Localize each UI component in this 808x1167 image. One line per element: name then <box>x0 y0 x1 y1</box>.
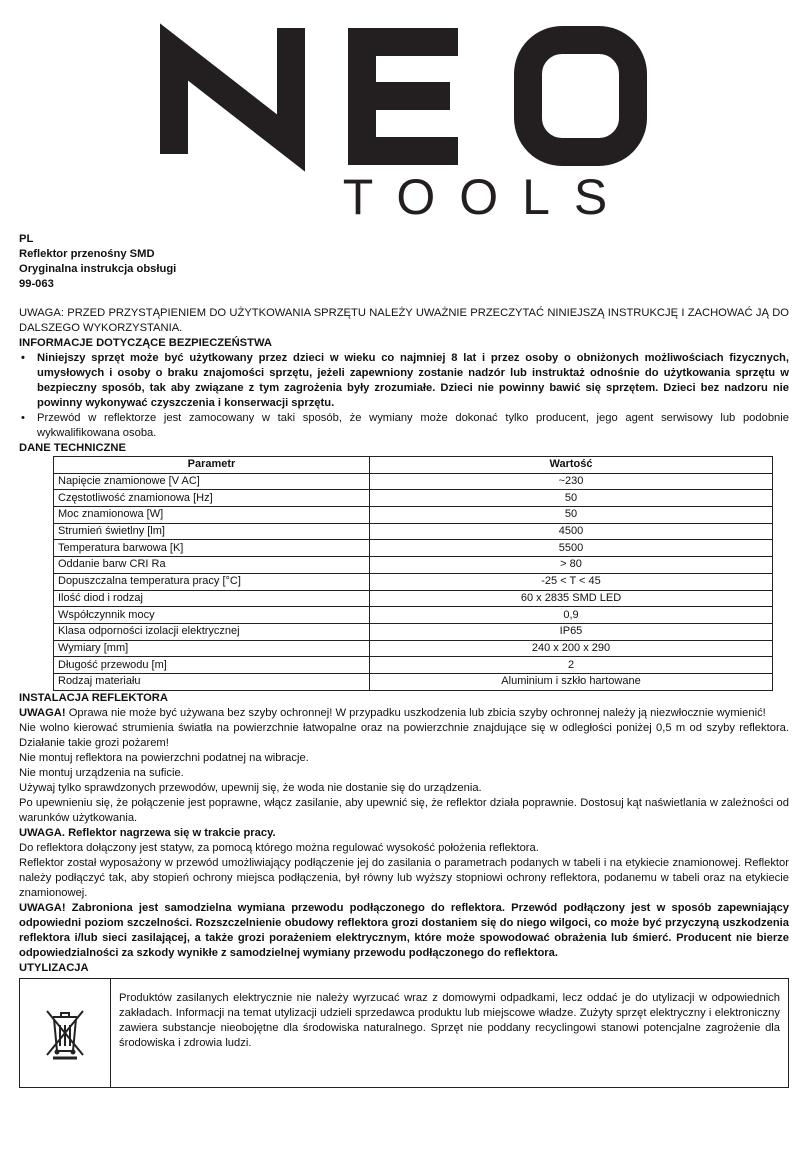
install-warning-2: UWAGA. Reflektor nagrzewa się w trakcie pracy. <box>19 826 276 839</box>
neo-tools-logo <box>0 0 808 230</box>
spec-value: 0,9 <box>370 607 773 624</box>
disposal-text: Produktów zasilanych elektrycznie nie należy wyrzucać wraz z domowymi odpadkami, lecz oddać je do utylizacji w odpowiednich zakładach. Informacji na temat utylizacji udzieli sprzedawca produktu lub miejscowe władze. Zużyty sprzęt elektryczny i elektroniczny zawiera substancje nieobojętne dla środowiska naturalnego. Sprzęt nie poddany recyclingowi stanowi potencjalne zagrożenie dla środowiska i zdrowia ludzi. <box>119 991 780 1049</box>
spec-value: > 80 <box>370 557 773 574</box>
table-row <box>54 473 773 490</box>
safety-item: • Niniejszy sprzęt może być użytkowany przez dzieci w wieku co najmniej 8 lat i przez osoby o obniżonych możliwościach fizycznych, umysłowych i osoby o braku znajomości sprzętu, jeżeli zapewniony zostanie nadzór lub instruktaż odnośnie do użytkowania sprzętu w bezpieczny sposób, tak aby związane z tym zagrożenia były zrozumiałe. Dzieci nie powinny bawić się sprzętem. Dzieci bez nadzoru nie powinny wykonywać czyszczenia i konserwacji sprzętu. <box>19 351 789 411</box>
table-row <box>54 507 773 524</box>
spec-value: ~230 <box>370 473 773 490</box>
spec-value: Aluminium i szkło hartowane <box>370 673 773 690</box>
spec-table <box>53 456 773 691</box>
install-paragraph: Używaj tylko sprawdzonych przewodów, upewnij się, że woda nie dostanie się do urządzenia. <box>19 781 482 794</box>
document-header <box>19 232 789 292</box>
spec-param: Temperatura barwowa [K] <box>54 540 370 557</box>
table-row <box>54 607 773 624</box>
install-paragraph: Nie wolno kierować strumienia światła na powierzchnie łatwopalne oraz na powierzchnie znajdujące się w odległości poniżej 0,5 m od szyby reflektora. Działanie takie grozi pożarem! <box>19 721 789 749</box>
spec-value: IP65 <box>370 623 773 640</box>
spec-value: 50 <box>370 507 773 524</box>
safety-item: • Przewód w reflektorze jest zamocowany w taki sposób, że wymiany może dokonać tylko producent, jego agent serwisowy lub podobnie wykwalifikowana osoba. <box>19 411 789 441</box>
install-warning-3: UWAGA! Zabroniona jest samodzielna wymiana przewodu podłączonego do reflektora. Przewód podłączony jest w sposób zapewniający odpowiedni poziom szczelności. Rozszczelnienie obudowy reflektora grozi dostaniem się do niego wilgoci, co może być przyczyną uszkodzenia reflektora i/lub sieci zasilającej, a także grozi porażeniem elektrycznym, które może spowodować obrażenia lub śmierć. Producent nie bierze odpowiedzialności za szkody wynikłe z samodzielnej wymiany przewodu podłączonego do reflektora. <box>19 901 789 959</box>
spec-param: Napięcie znamionowe [V AC] <box>54 473 370 490</box>
spec-param: Współczynnik mocy <box>54 607 370 624</box>
disposal-title: UTYLIZACJA <box>19 961 89 974</box>
document-body <box>19 232 789 1088</box>
safety-list <box>19 351 789 441</box>
model-number: 99-063 <box>19 278 54 290</box>
install-paragraph: Nie montuj reflektora na powierzchni podatnej na wibracje. <box>19 751 309 764</box>
spec-value: 60 x 2835 SMD LED <box>370 590 773 607</box>
spec-value: 5500 <box>370 540 773 557</box>
spec-param: Oddanie barw CRI Ra <box>54 557 370 574</box>
table-row <box>54 523 773 540</box>
spec-header-row <box>54 457 773 474</box>
table-row <box>54 623 773 640</box>
install-paragraph: Nie montuj urządzenia na suficie. <box>19 766 184 779</box>
spec-param: Długość przewodu [m] <box>54 657 370 674</box>
logo-letter-n <box>174 28 291 154</box>
table-row <box>54 490 773 507</box>
spec-value: -25 < T < 45 <box>370 573 773 590</box>
table-row <box>54 573 773 590</box>
spec-value: 4500 <box>370 523 773 540</box>
logo-letter-o <box>528 40 633 152</box>
spec-param: Wymiary [mm] <box>54 640 370 657</box>
language-code: PL <box>19 233 34 245</box>
table-row <box>54 657 773 674</box>
spec-param: Strumień świetlny [lm] <box>54 523 370 540</box>
warning-text: Oprawa nie może być używana bez szyby ochronnej! W przypadku uszkodzenia lub zbicia szyby ochronnej należy ją niezwłocznie wymienić! <box>65 706 766 719</box>
install-paragraph: Reflektor został wyposażony w przewód umożliwiający podłączenie jej do zasilania o parametrach podanych w tabeli i na etykiecie znamionowej. Reflektor należy podłączyć tak, aby stopień ochrony miejsca podłączenia, był równy lub wyższy stopniowi ochrony reflektora, podanemu w tabeli oraz na etykiecie znamionowej. <box>19 856 789 899</box>
spec-param: Klasa odporności izolacji elektrycznej <box>54 623 370 640</box>
table-row <box>54 640 773 657</box>
logo-tools-text: TOOLS <box>342 169 632 225</box>
table-row <box>54 590 773 607</box>
spec-param: Dopuszczalna temperatura pracy [°C] <box>54 573 370 590</box>
safety-title: INFORMACJE DOTYCZĄCE BEZPIECZEŃSTWA <box>19 337 272 349</box>
spec-col-value: Wartość <box>370 457 773 474</box>
intro-warning: UWAGA: PRZED PRZYSTĄPIENIEM DO UŻYTKOWANIA SPRZĘTU NALEŻY UWAŻNIE PRZECZYTAĆ NINIEJSZĄ INSTRUKCJĘ I ZACHOWAĆ JĄ DO DALSZEGO WYKORZYSTANIA. <box>19 307 789 334</box>
table-row <box>54 540 773 557</box>
install-warning-1 <box>19 706 789 721</box>
spec-value: 50 <box>370 490 773 507</box>
install-paragraph: Do reflektora dołączony jest statyw, za pomocą którego można regulować wysokość położenia reflektora. <box>19 841 539 854</box>
spec-value: 2 <box>370 657 773 674</box>
crossed-bin-icon <box>42 1003 88 1063</box>
spec-col-param: Parametr <box>54 457 370 474</box>
spec-param: Rodzaj materiału <box>54 673 370 690</box>
table-row <box>54 673 773 690</box>
product-name: Reflektor przenośny SMD <box>19 248 155 260</box>
manual-title: Oryginalna instrukcja obsługi <box>19 263 177 275</box>
install-paragraph: Po upewnieniu się, że połączenie jest poprawne, włącz zasilanie, aby upewnić się, że reflektor działa poprawnie. Dostosuj kąt naświetlania w zależności od warunków użytkowania. <box>19 796 789 824</box>
spec-value: 240 x 200 x 290 <box>370 640 773 657</box>
tech-title: DANE TECHNICZNE <box>19 442 126 454</box>
disposal-icon-cell <box>20 979 111 1087</box>
table-row <box>54 557 773 574</box>
spec-param: Ilość diod i rodzaj <box>54 590 370 607</box>
install-title: INSTALACJA REFLEKTORA <box>19 691 168 704</box>
warning-label: UWAGA! <box>19 706 66 719</box>
spec-param: Częstotliwość znamionowa [Hz] <box>54 490 370 507</box>
disposal-box <box>19 978 789 1088</box>
logo-letter-e <box>362 42 458 151</box>
spec-param: Moc znamionowa [W] <box>54 507 370 524</box>
